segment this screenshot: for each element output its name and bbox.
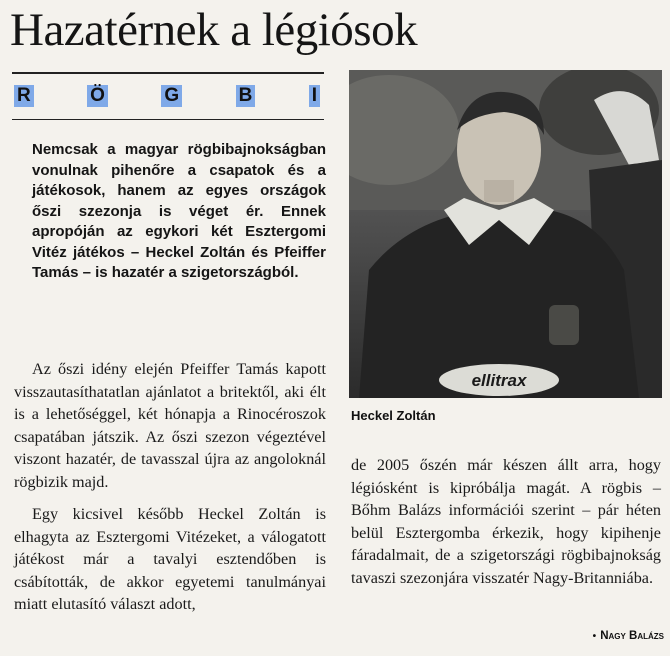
section-label — [14, 85, 320, 107]
byline-author: Nagy Balázs — [600, 630, 664, 642]
body-column-right — [351, 454, 661, 589]
headline: Hazatérnek a légiósok — [10, 4, 418, 56]
body-paragraph: Az őszi idény elején Pfeiffer Tamás kapott visszautasíthatatlan ajánlatot a britektől, aki élt is a lehetőséggel, két hónapja a Rinocéroszok csapatában játszik. Az őszi szezon végeztével viszont hazatér, de tavasszal újra az angoloknál rögbizik majd. — [14, 360, 326, 491]
section-rule-bottom — [12, 119, 324, 120]
section-letter: B — [236, 85, 256, 107]
lead-paragraph: Nemcsak a magyar rögbibajnokságban vonulnak pihenőre a csapatok és a játékosok, hanem az egyes országok őszi szezonja is véget ér. Ennek apropóján az egykori két Esztergomi Vitéz játékos – Heckel Zoltán és Pfeiffer Tamás – is hazatér a szigetországból. — [32, 141, 326, 281]
jersey-sponsor-text: ellitrax — [471, 371, 527, 390]
section-letter: I — [309, 85, 320, 107]
section-letter: Ö — [87, 85, 108, 107]
byline — [560, 630, 664, 642]
section-letter: G — [161, 85, 182, 107]
body-paragraph: Egy kicsivel később Heckel Zoltán is elhagyta az Esztergomi Vitézeket, a válogatott játékost már a tavalyi esztendőben is csábították, de akkor egyetemi tanulmányai miatt elutasító választ adott, — [14, 505, 326, 613]
section-letter: R — [14, 85, 34, 107]
player-photo — [349, 70, 662, 398]
photo-caption: Heckel Zoltán — [351, 408, 436, 423]
section-rule-top — [12, 72, 324, 74]
body-paragraph: de 2005 őszén már készen állt arra, hogy légiósként is kipróbálja magát. A rögbis – Bőhm Balázs információi szerint – pár héten belül Esztergomba érkezik, hogy kipihenje fáradalmait, de a szigetországi rögbibajnokság tavaszi szezonjára visszatér Nagy-Britanniába. — [351, 456, 661, 587]
body-column-left — [14, 358, 326, 616]
byline-bullet: • — [592, 631, 597, 642]
